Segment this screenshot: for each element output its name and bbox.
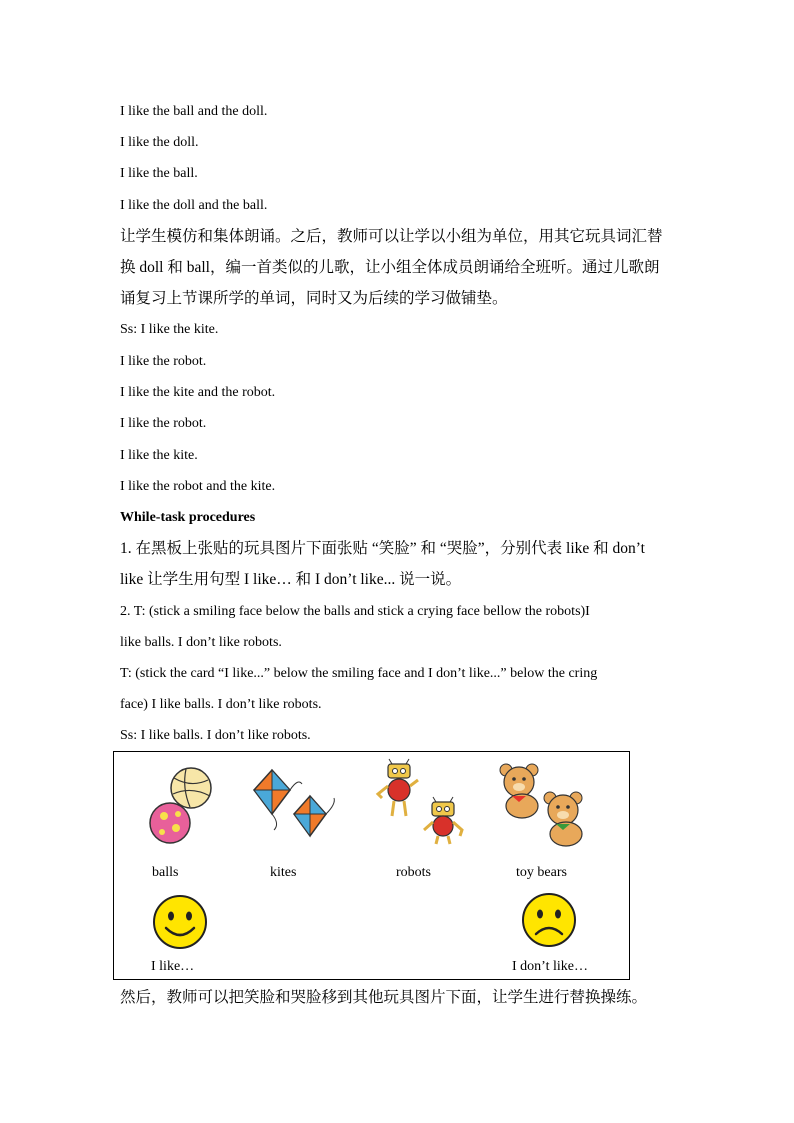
step-2-line-3: T: (stick the card “I like...” below the smiling face and I don’t like...” below the cring xyxy=(120,666,598,681)
rhyme-line-3: I like the ball. xyxy=(120,166,198,181)
step-2-line-1: 2. T: (stick a smiling face below the balls and stick a crying face bellow the robots)I xyxy=(120,604,590,619)
student-rhyme-line-5: I like the kite. xyxy=(120,448,198,463)
student-rhyme-line-2: I like the robot. xyxy=(120,354,207,369)
section-heading: While-task procedures xyxy=(120,510,256,525)
balls-picture xyxy=(146,766,216,846)
student-rhyme-line-4: I like the robot. xyxy=(120,416,207,431)
students-response-line: Ss: I like balls. I don’t like robots. xyxy=(120,728,311,743)
instruction-paragraph-line-1: 让学生模仿和集体朗诵。之后，教师可以让学以小组为单位，用其它玩具词汇替 xyxy=(120,228,663,245)
step-2-line-2: like balls. I don’t like robots. xyxy=(120,635,282,650)
kites-label: kites xyxy=(270,865,297,880)
student-rhyme-line-6: I like the robot and the kite. xyxy=(120,479,276,494)
toy-bears-label: toy bears xyxy=(516,865,567,880)
i-dont-like-label: I don’t like… xyxy=(512,959,588,974)
rhyme-line-1: I like the ball and the doll. xyxy=(120,104,268,119)
robots-label: robots xyxy=(396,865,431,880)
i-like-label: I like… xyxy=(151,959,195,974)
step-1-line-1: 1. 在黑板上张贴的玩具图片下面张贴 “笑脸” 和 “哭脸”，分别代表 like 和 don’t xyxy=(120,540,645,557)
crying-face-icon xyxy=(521,892,577,948)
instruction-paragraph-line-3: 诵复习上节课所学的单词，同时又为后续的学习做铺垫。 xyxy=(120,290,508,307)
rhyme-line-2: I like the doll. xyxy=(120,135,199,150)
kites-picture xyxy=(250,768,340,848)
balls-label: balls xyxy=(152,865,179,880)
toy-bears-picture xyxy=(496,762,596,850)
instruction-paragraph-line-2: 换 doll 和 ball，编一首类似的儿歌，让小组全体成员朗诵给全班听。通过儿歌朗 xyxy=(120,259,660,276)
smiling-face-icon xyxy=(152,894,208,950)
rhyme-line-4: I like the doll and the ball. xyxy=(120,198,268,213)
robots-picture xyxy=(374,758,474,846)
toy-figure-box xyxy=(113,751,630,980)
step-1-line-2: like 让学生用句型 I like… 和 I don’t like... 说一说。 xyxy=(120,571,462,588)
student-rhyme-line-1: Ss: I like the kite. xyxy=(120,322,219,337)
follow-up-paragraph: 然后，教师可以把笑脸和哭脸移到其他玩具图片下面，让学生进行替换操练。 xyxy=(120,989,648,1006)
student-rhyme-line-3: I like the kite and the robot. xyxy=(120,385,276,400)
step-2-line-4: face) I like balls. I don’t like robots. xyxy=(120,697,322,712)
